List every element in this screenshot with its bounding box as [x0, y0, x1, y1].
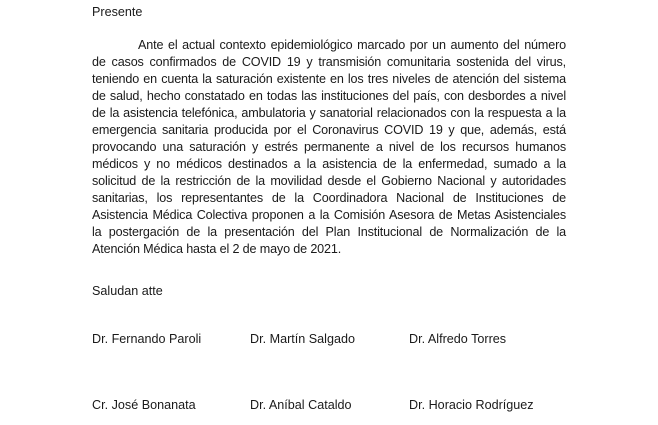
signatory-name: Dr. Martín Salgado	[250, 332, 355, 346]
greeting: Presente	[92, 5, 143, 19]
closing-salutation: Saludan atte	[92, 284, 163, 298]
body-paragraph: Ante el actual contexto epidemiológico marcado por un aumento del número de casos confirmados de COVID 19 y transmisión comunitaria sostenida del virus, teniendo en cuenta la saturación existente en los tres niveles de atención del sistema de salud, hecho constatado en todas las instituciones del país, con desbordes a nivel de la asistencia telefónica, ambulatoria y sanatorial relacionados con la respuesta a la emergencia sanitaria producida por el Coronavirus COVID 19 y que, además, está provocando una saturación y estrés permanente a nivel de los recursos humanos médicos y no médicos destinados a la asistencia de la enfermedad, sumado a la solicitud de la restricción de la movilidad desde el Gobierno Nacional y autoridades sanitarias, los representantes de la Coordinadora Nacional de Instituciones de Asistencia Médica Colectiva proponen a la Comisión Asesora de Metas Asistenciales la postergación de la presentación del Plan Institucional de Normalización de la Atención Médica hasta el 2 de mayo de 2021.	[92, 38, 566, 256]
signatory-name: Cr. José Bonanata	[92, 398, 196, 412]
signatory-name: Dr. Aníbal Cataldo	[250, 398, 352, 412]
letter-body	[92, 4, 566, 258]
signatory-name: Dr. Horacio Rodríguez	[409, 398, 534, 412]
signatory-name: Dr. Fernando Paroli	[92, 332, 202, 346]
signatory-name: Dr. Alfredo Torres	[409, 332, 507, 346]
